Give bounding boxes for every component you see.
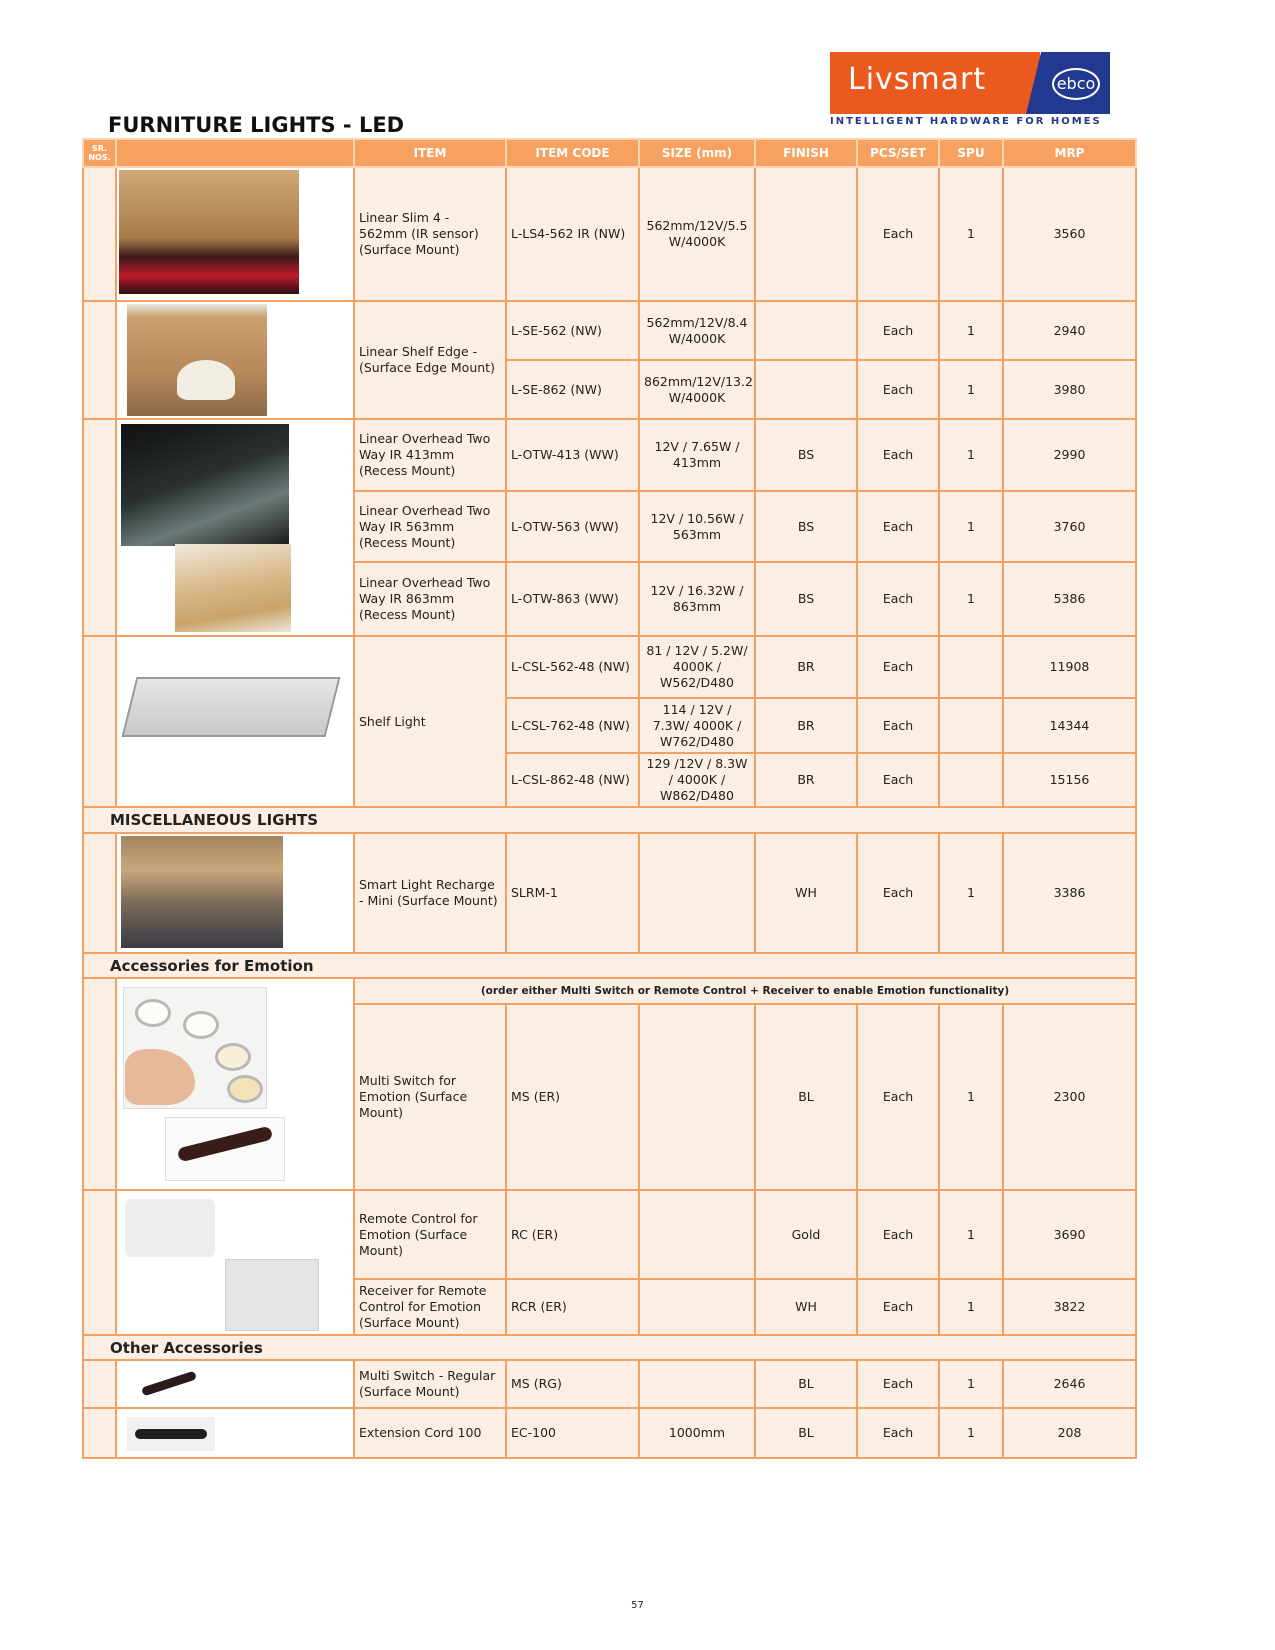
item-name: Multi Switch for Emotion (Surface Mount) bbox=[354, 1004, 506, 1190]
item-spu: 1 bbox=[939, 301, 1003, 360]
page-number: 57 bbox=[631, 1600, 644, 1611]
table-row bbox=[83, 1408, 1136, 1458]
item-mrp: 3560 bbox=[1003, 167, 1136, 301]
extension-cord-detail bbox=[135, 1429, 207, 1439]
item-size: 114 / 12V / 7.3W/ 4000K / W762/D480 bbox=[639, 698, 755, 753]
round-light-2 bbox=[183, 1011, 219, 1039]
item-size: 1000mm bbox=[639, 1408, 755, 1458]
col-header-size: SIZE (mm) bbox=[639, 139, 755, 167]
item-pcs: Each bbox=[857, 360, 939, 419]
item-spu: 1 bbox=[939, 1408, 1003, 1458]
item-pcs: Each bbox=[857, 698, 939, 753]
item-size bbox=[639, 1279, 755, 1335]
item-code: L-OTW-563 (WW) bbox=[506, 491, 639, 562]
sr-cell bbox=[83, 636, 116, 807]
sr-cell bbox=[83, 419, 116, 636]
item-size: 562mm/12V/8.4 W/4000K bbox=[639, 301, 755, 360]
item-name: Smart Light Recharge - Mini (Surface Mount) bbox=[354, 833, 506, 953]
item-code: L-OTW-863 (WW) bbox=[506, 562, 639, 636]
item-pcs: Each bbox=[857, 562, 939, 636]
item-finish: WH bbox=[755, 833, 857, 953]
item-code: L-SE-562 (NW) bbox=[506, 301, 639, 360]
col-header-sr: SR. NOS. bbox=[83, 139, 116, 167]
product-image-cell bbox=[116, 1408, 354, 1458]
item-finish: BL bbox=[755, 1004, 857, 1190]
item-size bbox=[639, 1004, 755, 1190]
col-header-finish: FINISH bbox=[755, 139, 857, 167]
item-finish: BR bbox=[755, 753, 857, 807]
table-row bbox=[83, 301, 1136, 360]
item-name: Linear Overhead Two Way IR 563mm (Recess Mount) bbox=[354, 491, 506, 562]
item-finish bbox=[755, 301, 857, 360]
item-finish: BL bbox=[755, 1360, 857, 1408]
item-pcs: Each bbox=[857, 419, 939, 491]
item-finish: WH bbox=[755, 1279, 857, 1335]
smart-light-wardrobe-photo bbox=[121, 836, 283, 948]
item-code: L-SE-862 (NW) bbox=[506, 360, 639, 419]
col-header-item: ITEM bbox=[354, 139, 506, 167]
section-title-other: Other Accessories bbox=[83, 1335, 1136, 1360]
item-pcs: Each bbox=[857, 1360, 939, 1408]
item-name: Remote Control for Emotion (Surface Mount) bbox=[354, 1190, 506, 1279]
item-name: Multi Switch - Regular (Surface Mount) bbox=[354, 1360, 506, 1408]
item-pcs: Each bbox=[857, 1190, 939, 1279]
item-name: Linear Shelf Edge - (Surface Edge Mount) bbox=[354, 301, 506, 419]
item-spu: 1 bbox=[939, 491, 1003, 562]
item-spu bbox=[939, 698, 1003, 753]
regular-switch-photo bbox=[141, 1371, 197, 1397]
table-row bbox=[83, 1190, 1136, 1279]
item-finish bbox=[755, 360, 857, 419]
item-spu: 1 bbox=[939, 1004, 1003, 1190]
sr-cell bbox=[83, 167, 116, 301]
item-spu bbox=[939, 636, 1003, 698]
overhead-cabinet-photo bbox=[121, 424, 289, 546]
sr-cell bbox=[83, 1360, 116, 1408]
product-image-cell bbox=[116, 167, 354, 301]
item-code: L-CSL-862-48 (NW) bbox=[506, 753, 639, 807]
item-name: Receiver for Remote Control for Emotion (Surface Mount) bbox=[354, 1279, 506, 1335]
sr-cell bbox=[83, 833, 116, 953]
col-header-image bbox=[116, 139, 354, 167]
profile-light-photo bbox=[175, 544, 291, 632]
item-finish bbox=[755, 167, 857, 301]
item-mrp: 3822 bbox=[1003, 1279, 1136, 1335]
item-mrp: 2990 bbox=[1003, 419, 1136, 491]
item-name: Linear Overhead Two Way IR 863mm (Recess Mount) bbox=[354, 562, 506, 636]
partner-logo: ebco bbox=[1052, 68, 1100, 100]
item-mrp: 2646 bbox=[1003, 1360, 1136, 1408]
brand-tagline: INTELLIGENT HARDWARE FOR HOMES bbox=[830, 116, 1102, 127]
table-row bbox=[83, 636, 1136, 698]
sr-cell bbox=[83, 301, 116, 419]
item-size: 12V / 7.65W / 413mm bbox=[639, 419, 755, 491]
section-row bbox=[83, 1335, 1136, 1360]
product-image-cell bbox=[116, 978, 354, 1190]
item-pcs: Each bbox=[857, 167, 939, 301]
remote-control-photo bbox=[125, 1199, 215, 1257]
table-row bbox=[83, 419, 1136, 491]
item-name: Linear Overhead Two Way IR 413mm (Recess Mount) bbox=[354, 419, 506, 491]
item-pcs: Each bbox=[857, 491, 939, 562]
product-image-cell bbox=[116, 833, 354, 953]
item-finish: BS bbox=[755, 419, 857, 491]
item-code: L-OTW-413 (WW) bbox=[506, 419, 639, 491]
item-mrp: 11908 bbox=[1003, 636, 1136, 698]
item-mrp: 3690 bbox=[1003, 1190, 1136, 1279]
round-light-1 bbox=[135, 999, 171, 1027]
item-size: 12V / 10.56W / 563mm bbox=[639, 491, 755, 562]
item-code: MS (RG) bbox=[506, 1360, 639, 1408]
item-finish: BS bbox=[755, 562, 857, 636]
section-row bbox=[83, 807, 1136, 833]
item-pcs: Each bbox=[857, 1408, 939, 1458]
item-spu: 1 bbox=[939, 1279, 1003, 1335]
item-pcs: Each bbox=[857, 1279, 939, 1335]
item-mrp: 15156 bbox=[1003, 753, 1136, 807]
item-pcs: Each bbox=[857, 301, 939, 360]
item-finish: Gold bbox=[755, 1190, 857, 1279]
brand-logo bbox=[830, 52, 1110, 114]
product-image-cell bbox=[116, 301, 354, 419]
product-table bbox=[82, 138, 1137, 1459]
item-finish: BR bbox=[755, 636, 857, 698]
item-mrp: 2940 bbox=[1003, 301, 1136, 360]
item-spu bbox=[939, 753, 1003, 807]
logo-wordmark: Livsmart bbox=[848, 62, 987, 97]
col-header-mrp: MRP bbox=[1003, 139, 1136, 167]
item-size: 81 / 12V / 5.2W/ 4000K / W562/D480 bbox=[639, 636, 755, 698]
item-size bbox=[639, 1190, 755, 1279]
item-name: Shelf Light bbox=[354, 636, 506, 807]
item-code: EC-100 bbox=[506, 1408, 639, 1458]
sr-cell bbox=[83, 1190, 116, 1335]
product-image-cell bbox=[116, 419, 354, 636]
product-image-cell bbox=[116, 1190, 354, 1335]
section-row bbox=[83, 953, 1136, 978]
item-name: Linear Slim 4 - 562mm (IR sensor) (Surface Mount) bbox=[354, 167, 506, 301]
item-mrp: 14344 bbox=[1003, 698, 1136, 753]
hat-photo-detail bbox=[177, 360, 235, 400]
item-pcs: Each bbox=[857, 1004, 939, 1190]
item-size bbox=[639, 833, 755, 953]
table-header-row bbox=[83, 139, 1136, 167]
item-spu: 1 bbox=[939, 833, 1003, 953]
item-code: RCR (ER) bbox=[506, 1279, 639, 1335]
item-finish: BS bbox=[755, 491, 857, 562]
item-code: MS (ER) bbox=[506, 1004, 639, 1190]
item-spu: 1 bbox=[939, 360, 1003, 419]
note-row bbox=[83, 978, 1136, 1004]
round-light-3 bbox=[215, 1043, 251, 1071]
item-code: RC (ER) bbox=[506, 1190, 639, 1279]
section-title-emotion: Accessories for Emotion bbox=[83, 953, 1136, 978]
item-code: L-LS4-562 IR (NW) bbox=[506, 167, 639, 301]
sr-cell bbox=[83, 1408, 116, 1458]
item-pcs: Each bbox=[857, 833, 939, 953]
item-spu: 1 bbox=[939, 419, 1003, 491]
item-finish: BL bbox=[755, 1408, 857, 1458]
item-size: 862mm/12V/13.2 W/4000K bbox=[639, 360, 755, 419]
emotion-note: (order either Multi Switch or Remote Control + Receiver to enable Emotion functionality) bbox=[354, 978, 1136, 1004]
item-name: Extension Cord 100 bbox=[354, 1408, 506, 1458]
table-row bbox=[83, 1360, 1136, 1408]
item-code: L-CSL-762-48 (NW) bbox=[506, 698, 639, 753]
shelf-light-panel-photo bbox=[122, 677, 341, 737]
item-pcs: Each bbox=[857, 636, 939, 698]
item-spu: 1 bbox=[939, 1190, 1003, 1279]
item-spu: 1 bbox=[939, 562, 1003, 636]
item-finish: BR bbox=[755, 698, 857, 753]
product-image-cell bbox=[116, 636, 354, 807]
product-image-cell bbox=[116, 1360, 354, 1408]
item-code: SLRM-1 bbox=[506, 833, 639, 953]
round-light-4 bbox=[227, 1075, 263, 1103]
page-title: FURNITURE LIGHTS - LED bbox=[108, 113, 405, 137]
item-mrp: 3760 bbox=[1003, 491, 1136, 562]
item-spu: 1 bbox=[939, 167, 1003, 301]
section-title-misc: MISCELLANEOUS LIGHTS bbox=[83, 807, 1136, 833]
table-row bbox=[83, 167, 1136, 301]
item-mrp: 208 bbox=[1003, 1408, 1136, 1458]
sr-cell bbox=[83, 978, 116, 1190]
item-size bbox=[639, 1360, 755, 1408]
item-size: 562mm/12V/5.5 W/4000K bbox=[639, 167, 755, 301]
linear-slim-photo bbox=[119, 170, 299, 294]
item-mrp: 5386 bbox=[1003, 562, 1136, 636]
item-size: 129 /12V / 8.3W / 4000K / W862/D480 bbox=[639, 753, 755, 807]
item-size: 12V / 16.32W / 863mm bbox=[639, 562, 755, 636]
col-header-spu: SPU bbox=[939, 139, 1003, 167]
item-mrp: 3980 bbox=[1003, 360, 1136, 419]
item-spu: 1 bbox=[939, 1360, 1003, 1408]
col-header-code: ITEM CODE bbox=[506, 139, 639, 167]
receiver-box-photo bbox=[225, 1259, 319, 1331]
item-mrp: 3386 bbox=[1003, 833, 1136, 953]
item-pcs: Each bbox=[857, 753, 939, 807]
item-mrp: 2300 bbox=[1003, 1004, 1136, 1190]
col-header-pcs: PCS/SET bbox=[857, 139, 939, 167]
table-row bbox=[83, 833, 1136, 953]
item-code: L-CSL-562-48 (NW) bbox=[506, 636, 639, 698]
